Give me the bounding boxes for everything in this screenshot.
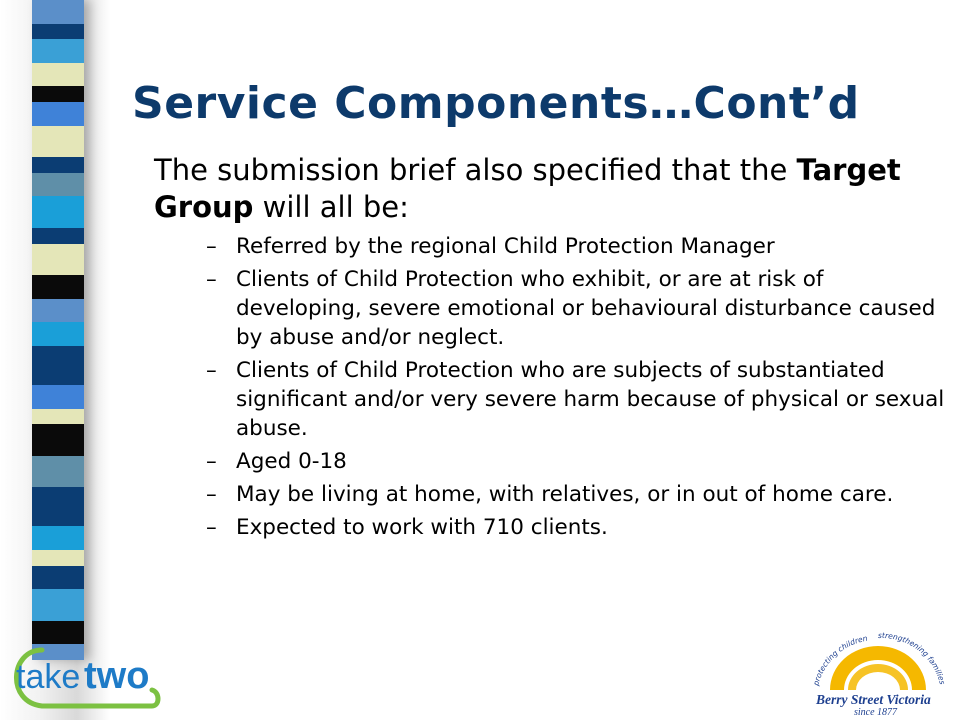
intro-before: The submission brief also specified that the	[154, 153, 797, 187]
stripe-segment	[32, 275, 84, 299]
stripe-segment	[32, 244, 84, 275]
stripe-segment	[32, 409, 84, 425]
stripe-segment	[32, 589, 84, 620]
stripe-segment	[32, 487, 84, 526]
list-item-text: Aged 0-18	[236, 449, 347, 474]
dash-marker: –	[206, 515, 217, 540]
list-item	[206, 356, 946, 443]
berry-arc-left-text: protecting children	[811, 633, 869, 687]
list-item-text: Clients of Child Protection who are subjects of substantiated significant and/or very severe harm because of physical or sexual abuse.	[236, 358, 945, 441]
list-item-text: Clients of Child Protection who exhibit, or are at risk of developing, severe emotional or behavioural disturbance caused by abuse and/or neglect.	[236, 267, 936, 350]
stripe-segment	[32, 566, 84, 590]
dash-marker: –	[206, 234, 217, 259]
slide-title: Service Components…Cont’d	[132, 78, 860, 129]
sunrise-inner-arc-icon	[848, 664, 908, 690]
dash-marker: –	[206, 482, 217, 507]
list-item	[206, 265, 946, 352]
list-item-text: Expected to work with 710 clients.	[236, 515, 608, 540]
dash-marker: –	[206, 449, 217, 474]
take-two-text-take: take	[16, 658, 81, 696]
berry-street-logo	[808, 628, 948, 716]
stripe-segment	[32, 346, 84, 385]
list-item	[206, 232, 946, 261]
stripe-segment	[32, 173, 84, 197]
intro-after: will all be:	[253, 190, 409, 224]
stripe-segment	[32, 102, 84, 126]
list-item	[206, 513, 946, 542]
target-group-list	[206, 232, 946, 546]
intro-text	[154, 152, 914, 226]
stripe-segment	[32, 228, 84, 244]
take-two-text-two: two	[84, 655, 150, 697]
berry-since: since 1877	[854, 707, 898, 716]
stripe-segment	[32, 456, 84, 487]
stripe-segment	[32, 24, 84, 40]
stripe-segment	[32, 39, 84, 63]
stripe-segment	[32, 196, 84, 227]
stripe-segment	[32, 385, 84, 409]
intro-bold-term: Target Group	[154, 153, 901, 224]
stripe-segment	[32, 86, 84, 102]
list-item-text: May be living at home, with relatives, or in out of home care.	[236, 482, 894, 507]
stripe-segment	[32, 63, 84, 87]
take-two-logo	[2, 640, 162, 715]
dash-marker: –	[206, 358, 217, 383]
list-item	[206, 480, 946, 509]
stripe-segment	[32, 424, 84, 455]
decorative-stripe-bar	[32, 0, 84, 660]
list-item	[206, 447, 946, 476]
stripe-segment	[32, 550, 84, 566]
stripe-segment	[32, 322, 84, 346]
dash-marker: –	[206, 267, 217, 292]
stripe-segment	[32, 126, 84, 157]
stripe-segment	[32, 299, 84, 323]
berry-arc-right-text: strengthening families	[877, 630, 948, 686]
stripe-segment	[32, 0, 84, 24]
stripe-segment	[32, 526, 84, 550]
list-item-text: Referred by the regional Child Protection Manager	[236, 234, 775, 259]
stripe-segment	[32, 157, 84, 173]
berry-street-name: Berry Street Victoria	[816, 692, 931, 707]
